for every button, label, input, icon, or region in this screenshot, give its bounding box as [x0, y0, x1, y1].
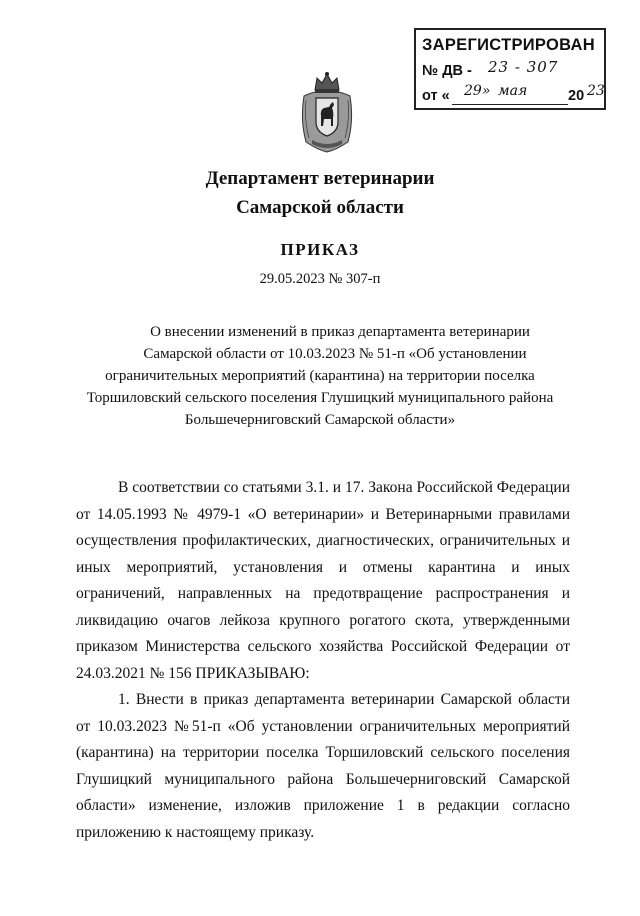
registration-stamp: [414, 28, 606, 110]
order-date-number: 29.05.2023 № 307-п: [259, 271, 381, 287]
body-paragraph-2: [76, 687, 570, 846]
subject-line: Большечерниговский Самарской области»: [184, 412, 456, 428]
stamp-day-handwritten: 29»: [464, 83, 491, 99]
stamp-date-underline: [452, 104, 568, 105]
stamp-year-handwritten: 23: [587, 83, 605, 99]
body-line: приказом Министерства сельского хозяйства Российской Федерации от: [76, 638, 570, 655]
department-name-line1: Департамент ветеринарии: [205, 168, 435, 189]
body-line: приложению к настоящему приказу.: [76, 823, 315, 841]
order-subject: [60, 321, 580, 431]
stamp-date-label: от «: [422, 88, 450, 104]
body-line: Глушицкий муниципального района Большечерниговский Самарской: [76, 770, 570, 788]
body-line: 24.03.2021 № 156 ПРИКАЗЫВАЮ:: [76, 664, 310, 682]
stamp-month-handwritten: мая: [498, 83, 528, 99]
subject-line: ограничительных мероприятий (карантина) на территории поселка: [105, 368, 535, 384]
body-line: от 10.03.2023 №51-п «Об установлении ограничительных мероприятий: [76, 717, 570, 735]
stamp-title: ЗАРЕГИСТРИРОВАН: [422, 36, 595, 54]
stamp-number-handwritten: 23 - 307: [488, 58, 559, 76]
body-paragraph-1: [76, 475, 570, 687]
body-line: иных мероприятий, установления и отмены карантина и иных: [76, 558, 570, 576]
body-line: области» изменение, изложив приложение 1 в редакции согласно: [76, 797, 570, 814]
order-title: ПРИКАЗ: [280, 240, 360, 259]
stamp-day-close: »: [481, 83, 491, 99]
samara-coat-of-arms-icon: [298, 70, 356, 154]
body-line: осуществления профилактических, диагностических, ограничительных и: [76, 532, 570, 549]
subject-line: Самарской области от 10.03.2023 № 51-п «Об установлении: [143, 346, 527, 362]
department-name-line2: Самарской области: [236, 197, 404, 218]
body-line: В соответствии со статьями 3.1. и 17. Закона Российской Федерации: [118, 479, 570, 496]
subject-line: Торшиловский сельского поселения Глушицкий муниципального района: [86, 390, 554, 406]
stamp-number-label: № ДВ -: [422, 63, 472, 79]
body-line: 1. Внести в приказ департамента ветеринарии Самарской области: [118, 691, 570, 708]
body-line: от 14.05.1993 № 4979-1 «О ветеринарии» и Ветеринарными правилами: [76, 505, 570, 523]
stamp-year-prefix: 20: [568, 88, 585, 104]
body-line: ограничений, направленных на предотвращение распространения и: [76, 585, 570, 602]
body-line: (карантина) на территории поселка Торшиловский сельского поселения: [76, 744, 570, 761]
subject-line: О внесении изменений в приказ департамента ветеринарии: [150, 324, 530, 340]
body-line: ликвидацию очагов лейкоза крупного рогатого скота, утвержденными: [76, 611, 570, 629]
